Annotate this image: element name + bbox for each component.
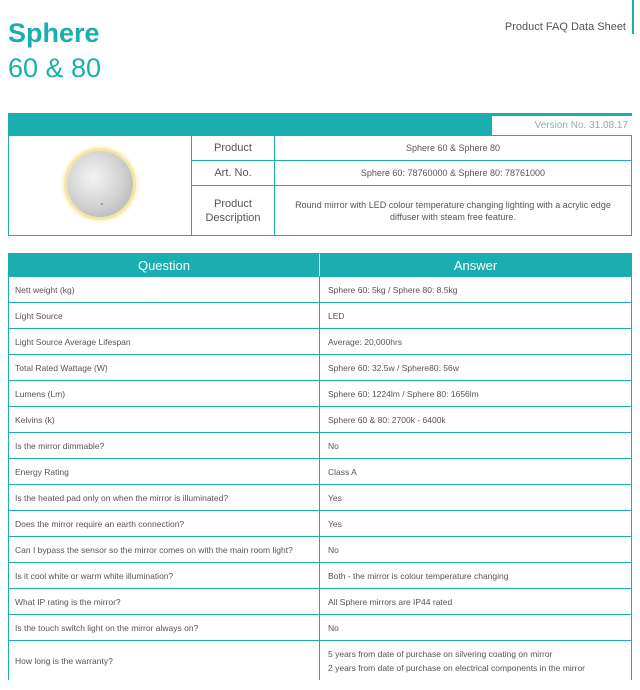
info-label: Product (192, 136, 275, 160)
answer-cell (320, 615, 631, 640)
answer-cell (320, 407, 631, 432)
answer-line: 5 years from date of purchase on silvering coating on mirror (328, 648, 553, 659)
faq-rows (9, 276, 631, 680)
table-row (9, 328, 631, 354)
info-label: Product Description (192, 186, 275, 235)
round-mirror-image (64, 148, 136, 220)
table-row (9, 588, 631, 614)
faq-header-row (9, 254, 631, 276)
answer-cell (320, 355, 631, 380)
question-cell: What IP rating is the mirror? (9, 589, 320, 614)
table-row (9, 484, 631, 510)
info-value: Round mirror with LED colour temperature changing lighting with a acrylic edge diffuser with steam free feature. (295, 199, 611, 222)
answer-line: Sphere 60: 5kg / Sphere 80: 8.5kg (328, 284, 458, 295)
answer-cell (320, 537, 631, 562)
question-cell: Light Source Average Lifespan (9, 329, 320, 354)
answer-cell (320, 381, 631, 406)
answer-cell (320, 589, 631, 614)
answer-cell (320, 433, 631, 458)
answer-line: No (328, 622, 339, 633)
answer-line: Average: 20,000hrs (328, 336, 403, 347)
answer-line: Sphere 60 & 80: 2700k - 6400k (328, 414, 446, 425)
table-row (9, 510, 631, 536)
info-row-product (192, 136, 631, 161)
answer-line: Both - the mirror is colour temperature changing (328, 570, 509, 581)
table-row (9, 562, 631, 588)
answer-line: Class A (328, 466, 357, 477)
answer-column-header: Answer (453, 257, 498, 273)
answer-cell (320, 563, 631, 588)
info-value: Sphere 60 & Sphere 80 (405, 143, 501, 153)
question-cell: Is the mirror dimmable? (9, 433, 320, 458)
question-cell: Is the heated pad only on when the mirror is illuminated? (9, 485, 320, 510)
question-cell: How long is the warranty? (9, 641, 320, 680)
product-image-cell (9, 136, 192, 235)
product-title: Sphere (8, 18, 100, 48)
table-row (9, 458, 631, 484)
question-cell: Nett weight (kg) (9, 277, 320, 302)
answer-line: Sphere 60: 1224lm / Sphere 80: 1656lm (328, 388, 479, 399)
table-row (9, 276, 631, 302)
question-cell: Lumens (Lm) (9, 381, 320, 406)
answer-line: No (328, 544, 339, 555)
table-row (9, 640, 631, 680)
faq-table (8, 253, 632, 680)
question-cell: Does the mirror require an earth connection? (9, 511, 320, 536)
corner-accent-line (632, 0, 634, 34)
info-row-description (192, 186, 631, 235)
table-row (9, 536, 631, 562)
table-row (9, 614, 631, 640)
question-cell: Is the touch switch light on the mirror always on? (9, 615, 320, 640)
answer-line: Sphere 60: 32.5w / Sphere80: 56w (328, 362, 459, 373)
info-label: Art. No. (192, 161, 275, 185)
answer-line: 2 years from date of purchase on electrical components in the mirror (328, 662, 586, 673)
question-cell: Is it cool white or warm white illumination? (9, 563, 320, 588)
table-row (9, 406, 631, 432)
version-number: Version No. 31.08.17 (492, 116, 632, 135)
answer-line: All Sphere mirrors are IP44 rated (328, 596, 453, 607)
question-cell: Energy Rating (9, 459, 320, 484)
answer-cell (320, 329, 631, 354)
question-cell: Total Rated Wattage (W) (9, 355, 320, 380)
product-info-table (8, 135, 632, 236)
answer-cell (320, 459, 631, 484)
table-row (9, 354, 631, 380)
info-value: Sphere 60: 78760000 & Sphere 80: 78761000 (360, 168, 546, 178)
question-cell: Can I bypass the sensor so the mirror comes on with the main room light? (9, 537, 320, 562)
version-bar (8, 113, 632, 135)
answer-line: Yes (328, 492, 342, 503)
question-column-header: Question (9, 254, 320, 276)
answer-cell (320, 641, 631, 680)
answer-cell (320, 303, 631, 328)
answer-line: No (328, 440, 339, 451)
table-row (9, 432, 631, 458)
table-row (9, 380, 631, 406)
question-cell: Light Source (9, 303, 320, 328)
question-cell: Kelvins (k) (9, 407, 320, 432)
product-sizes: 60 & 80 (8, 53, 102, 83)
answer-line: Yes (328, 518, 342, 529)
answer-cell (320, 485, 631, 510)
answer-cell (320, 511, 631, 536)
table-row (9, 302, 631, 328)
document-type-label: Product FAQ Data Sheet (504, 21, 626, 33)
answer-cell (320, 277, 631, 302)
info-row-art-no (192, 161, 631, 186)
touch-sensor-dot (101, 203, 103, 205)
answer-line: LED (328, 310, 345, 321)
